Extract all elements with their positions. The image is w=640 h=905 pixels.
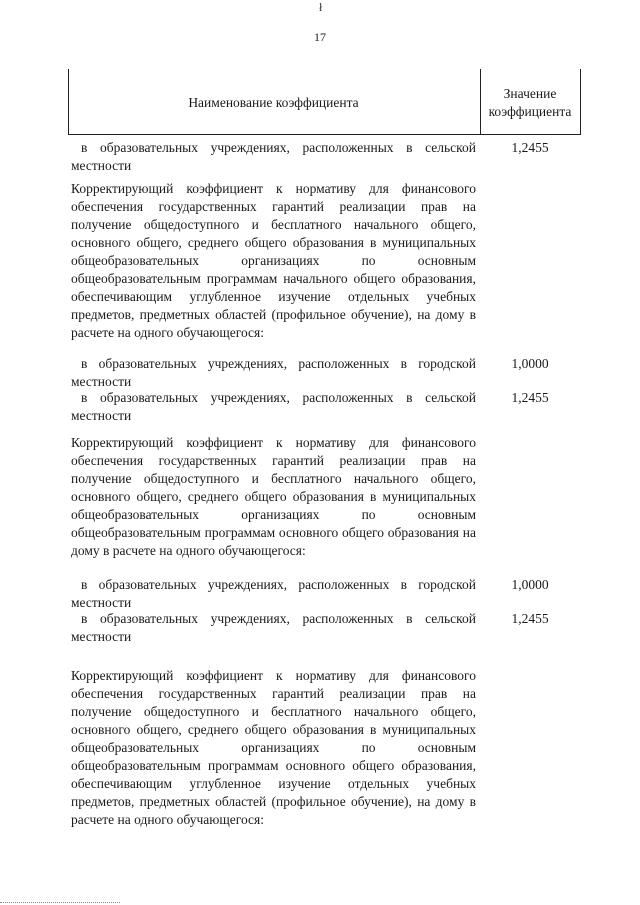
column-header-name: Наименование коэффициента [188,95,359,110]
row-rural-2-value: 1,2455 [511,390,549,405]
row-urban-3-value: 1,0000 [511,577,549,592]
coefficient-description-3: Корректирующий коэффициент к нормативу для финансового обеспечения государственных гарантий реализации прав на получение общедоступного и бесплатного начального общего, основного общего, среднего общего образования в муниципальных общеобразовательных организациях по основным общеобразовательным программам основного общего образования, обеспечивающим углубленное изучение отдельных учебных предметов, предметных областей (профильное обучение), на дому в расчете на одного обучающегося: [71,668,476,827]
row-urban-2-value: 1,0000 [511,356,549,371]
page-number: 17 [314,30,326,44]
row-rural-2-text: в образовательных учреждениях, расположенных в сельской местности [71,390,476,423]
row-rural-1-text: в образовательных учреждениях, расположенных в сельской местности [71,140,476,173]
coefficient-description-2: Корректирующий коэффициент к нормативу для финансового обеспечения государственных гарантий реализации прав на получение общедоступного и бесплатного начального общего, основного общего, среднего общего образования в муниципальных общеобразовательных организациях по основным общеобразовательным программам основного общего образования на дому в расчете на одного обучающегося: [71,435,476,558]
row-urban-2-text: в образовательных учреждениях, расположенных в городской местности [71,356,476,389]
column-header-value: Значение коэффициента [488,86,572,119]
coefficient-description-1: Корректирующий коэффициент к нормативу для финансового обеспечения государственных гарантий реализации прав на получение общедоступного и бесплатного начального общего, основного общего, среднего общего образования в муниципальных общеобразовательных организациях по основным общеобразовательным программам начального общего образования, обеспечивающим углубленное изучение отдельных учебных предметов, предметных областей (профильное обучение), на дому в расчете на одного обучающегося: [71,181,476,340]
page-edge-mark [0,902,120,903]
row-urban-3-text: в образовательных учреждениях, расположенных в городской местности [71,577,476,610]
page-tick-mark: ł [319,0,323,14]
row-rural-1-value: 1,2455 [511,140,549,155]
row-rural-3-value: 1,2455 [511,611,549,626]
row-rural-3-text: в образовательных учреждениях, расположенных в сельской местности [71,611,476,644]
